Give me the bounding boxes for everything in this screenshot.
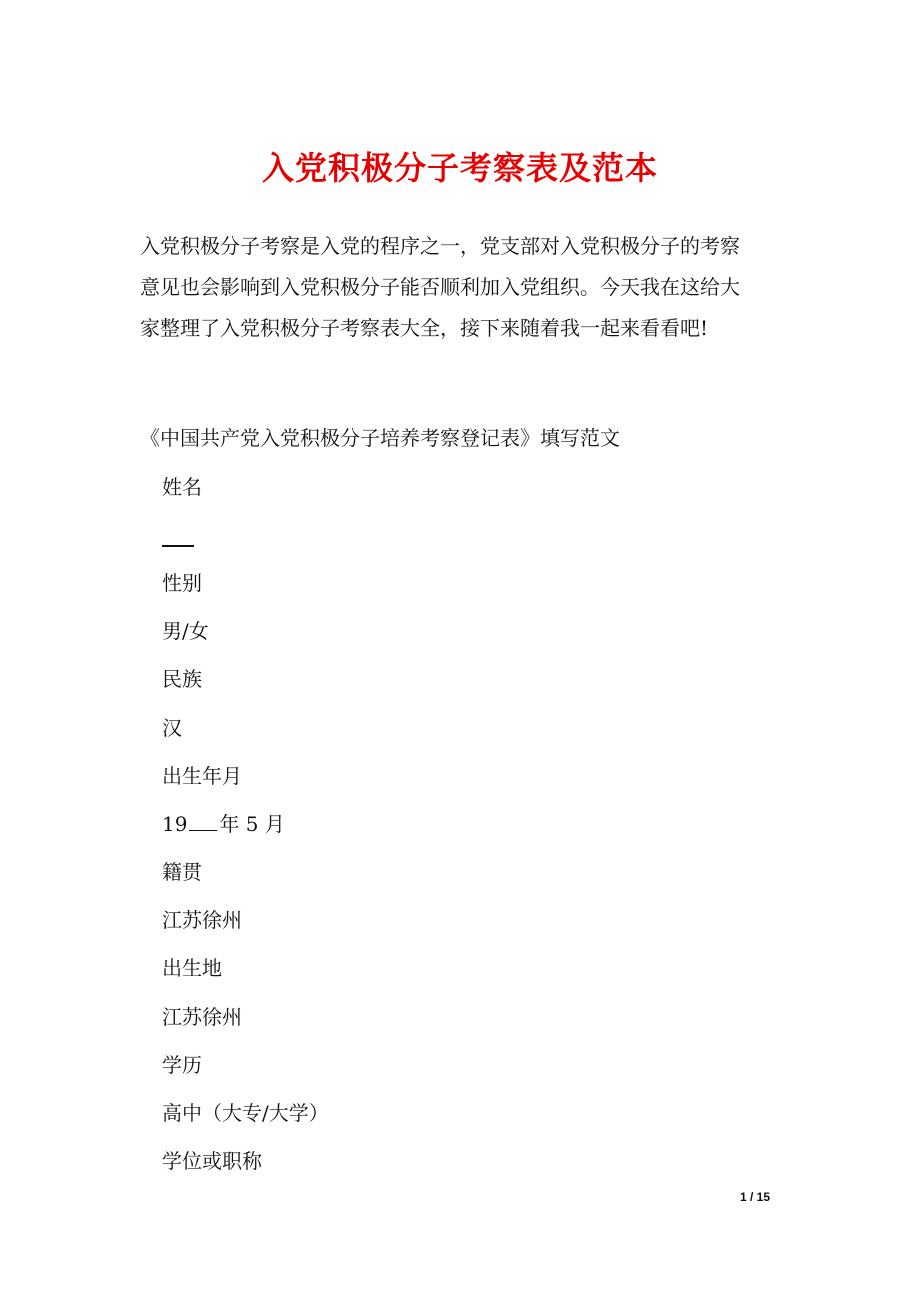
name-label: 姓名	[162, 475, 202, 499]
birth-label: 出生年月	[162, 764, 242, 788]
gender-value: 男/女	[162, 619, 209, 643]
degree-label: 学位或职称	[162, 1149, 262, 1173]
birthplace-label: 出生地	[162, 956, 222, 980]
document-title: 入党积极分子考察表及范本	[261, 149, 658, 187]
intro-line: 家整理了入党积极分子考察表大全，接下来随着我一起来看看吧!	[140, 316, 709, 340]
gender-label: 性别	[162, 571, 202, 595]
birth-year-prefix: 19	[162, 812, 188, 836]
ethnicity-label: 民族	[162, 667, 202, 691]
birthplace-value: 江苏徐州	[162, 1005, 242, 1029]
native-label: 籍贯	[162, 860, 202, 884]
birth-value	[162, 808, 285, 840]
page-number: 1 / 15	[740, 1190, 771, 1204]
education-label: 学历	[162, 1053, 202, 1077]
birth-year-suffix: 年 5 月	[219, 812, 285, 836]
name-blank-line	[162, 545, 194, 547]
intro-paragraph	[140, 226, 790, 349]
intro-line: 意见也会影响到入党积极分子能否顺利加入党组织。今天我在这给大	[140, 275, 740, 299]
ethnicity-value: 汉	[162, 716, 182, 740]
form-title: 《中国共产党入党积极分子培养考察登记表》填写范文	[140, 426, 620, 450]
education-value: 高中（大专/大学）	[162, 1101, 329, 1125]
intro-line: 入党积极分子考察是入党的程序之一，党支部对入党积极分子的考察	[140, 234, 740, 258]
birth-year-blank	[189, 812, 217, 831]
native-value: 江苏徐州	[162, 908, 242, 932]
